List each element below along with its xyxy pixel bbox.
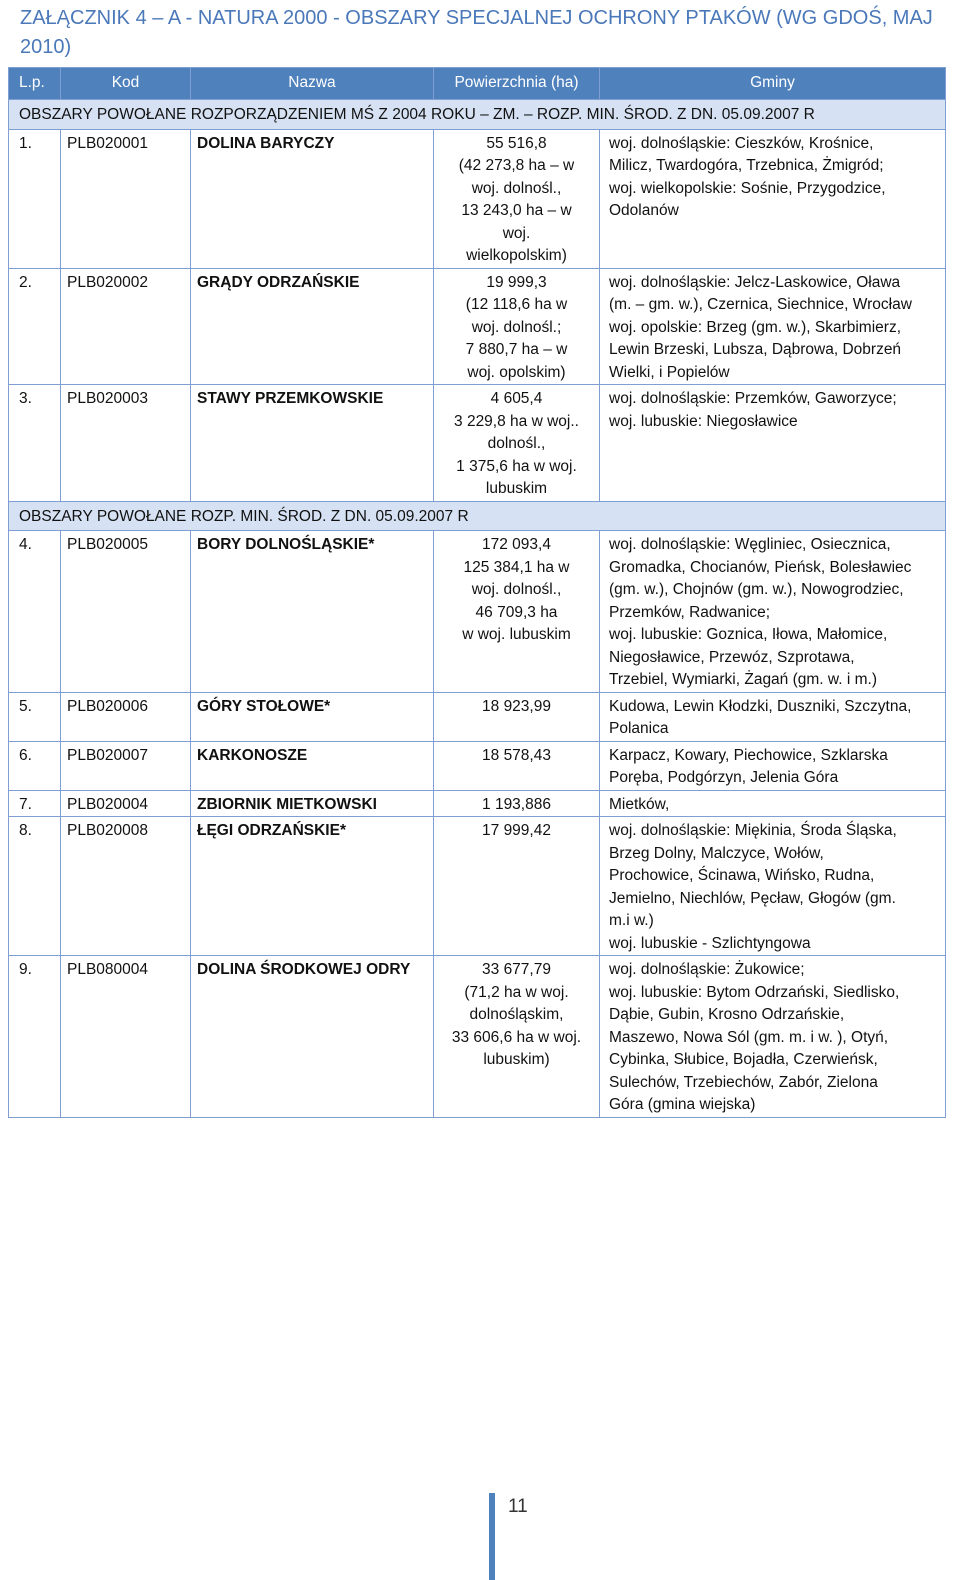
row-nazwa: STAWY PRZEMKOWSKIE	[191, 385, 434, 502]
row-nazwa: ZBIORNIK MIETKOWSKI	[191, 790, 434, 817]
area-line: 1 375,6 ha w woj.	[456, 457, 577, 475]
gminy-line: Mietków,	[609, 795, 670, 813]
area-line: 17 999,42	[482, 822, 551, 839]
header-lp: L.p.	[9, 68, 61, 100]
header-nazwa: Nazwa	[191, 68, 434, 100]
gminy-line: woj. wielkopolskie: Sośnie, Przygodzice,	[609, 179, 886, 197]
gminy-line: woj. dolnośląskie: Miękinia, Środa Śląska,	[609, 822, 897, 839]
gminy-line: Dąbie, Gubin, Krosno Odrzańskie,	[609, 1006, 845, 1023]
gminy-line: Kudowa, Lewin Kłodzki, Duszniki, Szczytna,	[609, 697, 912, 715]
document-title: ZAŁĄCZNIK 4 – A - NATURA 2000 - OBSZARY SPECJALNEJ OCHRONY PTAKÓW (WG GDOŚ, MAJ 2010)	[20, 7, 933, 58]
gminy-line: woj. dolnośląskie: Żukowice;	[609, 961, 805, 978]
gminy-line: woj. lubuskie: Niegosławice	[609, 412, 798, 430]
row-lp: 7.	[9, 790, 61, 817]
area-line: 18 923,99	[482, 697, 551, 715]
area-line: 4 605,4	[490, 390, 543, 407]
gminy-line: m.i w.)	[609, 912, 654, 929]
section-title: OBSZARY POWOŁANE ROZP. MIN. ŚROD. Z DN. 05.09.2007 R	[9, 501, 946, 531]
gminy-line: Prochowice, Ścinawa, Wińsko, Rudna,	[609, 867, 875, 884]
row-kod: PLB020005	[61, 531, 191, 693]
row-lp: 1.	[9, 129, 61, 268]
area-line: woj. opolskim)	[467, 363, 566, 381]
table-row	[9, 129, 946, 268]
header-powierzchnia: Powierzchnia (ha)	[434, 68, 600, 100]
row-gminy	[600, 956, 946, 1118]
gminy-line: Gromadka, Chocianów, Pieńsk, Bolesławiec	[609, 558, 912, 576]
gminy-line: woj. opolskie: Brzeg (gm. w.), Skarbimierz,	[609, 318, 902, 336]
row-powierzchnia	[434, 531, 600, 693]
gminy-line: Milicz, Twardogóra, Trzebnica, Żmigród;	[609, 157, 884, 174]
gminy-line: Lewin Brzeski, Lubsza, Dąbrowa, Dobrzeń	[609, 341, 902, 358]
gminy-line: woj. lubuskie: Bytom Odrzański, Siedlisko,	[609, 983, 900, 1001]
row-kod: PLB020006	[61, 692, 191, 741]
gminy-line: woj. lubuskie - Szlichtyngowa	[609, 934, 811, 952]
area-line: (71,2 ha w woj.	[464, 983, 569, 1001]
gminy-line: Przemków, Radwanice;	[609, 603, 771, 621]
area-line: 3 229,8 ha w woj..	[454, 412, 579, 430]
section-row	[9, 501, 946, 531]
area-line: 55 516,8	[486, 134, 547, 152]
area-line: 18 578,43	[482, 746, 551, 764]
row-gminy	[600, 531, 946, 693]
row-kod: PLB080004	[61, 956, 191, 1118]
natura-2000-table	[8, 67, 946, 1118]
table-header-row	[9, 68, 946, 100]
area-line: dolnośl.,	[487, 435, 546, 452]
row-nazwa: GRĄDY ODRZAŃSKIE	[191, 268, 434, 385]
area-line: 7 880,7 ha – w	[465, 341, 568, 358]
area-line: lubuskim)	[483, 1051, 550, 1068]
row-gminy	[600, 692, 946, 741]
row-lp: 9.	[9, 956, 61, 1118]
row-kod: PLB020003	[61, 385, 191, 502]
area-line: woj.	[502, 224, 531, 242]
row-powierzchnia	[434, 692, 600, 741]
table-row	[9, 741, 946, 790]
gminy-line: Niegosławice, Przewóz, Szprotawa,	[609, 648, 855, 666]
header-kod: Kod	[61, 68, 191, 100]
gminy-line: Sulechów, Trzebiechów, Zabór, Zielona	[609, 1073, 878, 1091]
gminy-line: woj. lubuskie: Goznica, Iłowa, Małomice,	[609, 626, 888, 643]
row-powierzchnia	[434, 268, 600, 385]
row-nazwa: KARKONOSZE	[191, 741, 434, 790]
page-number-bar	[489, 1493, 495, 1580]
table-row	[9, 817, 946, 956]
area-line: woj. dolnośl.;	[471, 318, 562, 336]
row-nazwa: GÓRY STOŁOWE*	[191, 692, 434, 741]
page-number: 11	[508, 1496, 528, 1517]
gminy-line: Maszewo, Nowa Sól (gm. m. i w. ), Otyń,	[609, 1028, 889, 1046]
table-row	[9, 956, 946, 1118]
gminy-line: Brzeg Dolny, Malczyce, Wołów,	[609, 844, 824, 862]
area-line: dolnośląskim,	[469, 1006, 564, 1023]
area-line: woj. dolnośl.,	[471, 179, 562, 197]
header-gminy: Gminy	[600, 68, 946, 100]
row-lp: 2.	[9, 268, 61, 385]
row-nazwa: DOLINA ŚRODKOWEJ ODRY	[191, 956, 434, 1118]
row-powierzchnia	[434, 129, 600, 268]
gminy-line: (m. – gm. w.), Czernica, Siechnice, Wrocław	[609, 296, 912, 313]
row-powierzchnia	[434, 741, 600, 790]
row-kod: PLB020007	[61, 741, 191, 790]
row-lp: 3.	[9, 385, 61, 502]
row-gminy	[600, 268, 946, 385]
gminy-line: Jemielno, Niechlów, Pęcław, Głogów (gm.	[609, 889, 896, 907]
area-line: (42 273,8 ha – w	[458, 157, 575, 174]
gminy-line: Odolanów	[609, 202, 679, 219]
row-lp: 5.	[9, 692, 61, 741]
row-kod: PLB020002	[61, 268, 191, 385]
row-gminy	[600, 790, 946, 817]
table-row	[9, 385, 946, 502]
gminy-line: woj. dolnośląskie: Węgliniec, Osiecznica,	[609, 536, 891, 553]
row-kod: PLB020001	[61, 129, 191, 268]
row-nazwa: DOLINA BARYCZY	[191, 129, 434, 268]
table-body	[9, 100, 946, 1118]
row-lp: 4.	[9, 531, 61, 693]
area-line: 33 606,6 ha w woj.	[451, 1028, 582, 1046]
area-line: woj. dolnośl.,	[471, 581, 562, 598]
gminy-line: Góra (gmina wiejska)	[609, 1096, 756, 1113]
gminy-line: woj. dolnośląskie: Jelcz-Laskowice, Oława	[609, 273, 901, 291]
gminy-line: Wielki, i Popielów	[609, 363, 730, 381]
row-gminy	[600, 129, 946, 268]
area-line: 19 999,3	[486, 273, 547, 291]
row-nazwa: BORY DOLNOŚLĄSKIE*	[191, 531, 434, 693]
gminy-line: woj. dolnośląskie: Przemków, Gaworzyce;	[609, 390, 897, 407]
table-row	[9, 790, 946, 817]
area-line: 46 709,3 ha	[475, 603, 558, 621]
table-row	[9, 531, 946, 693]
gminy-line: Cybinka, Słubice, Bojadła, Czerwieńsk,	[609, 1051, 878, 1068]
area-line: 33 677,79	[482, 961, 551, 978]
area-line: lubuskim	[485, 480, 548, 497]
area-line: w woj. lubuskim	[462, 626, 571, 643]
row-lp: 6.	[9, 741, 61, 790]
table-row	[9, 268, 946, 385]
row-kod: PLB020004	[61, 790, 191, 817]
gminy-line: Polanica	[609, 720, 669, 737]
row-powierzchnia	[434, 790, 600, 817]
area-line: 172 093,4	[482, 536, 551, 553]
section-row	[9, 100, 946, 130]
area-line: wielkopolskim)	[466, 247, 567, 264]
row-kod: PLB020008	[61, 817, 191, 956]
gminy-line: (gm. w.), Chojnów (gm. w.), Nowogrodziec,	[609, 581, 904, 598]
row-nazwa: ŁĘGI ODRZAŃSKIE*	[191, 817, 434, 956]
row-gminy	[600, 817, 946, 956]
table-row	[9, 692, 946, 741]
row-gminy	[600, 385, 946, 502]
section-title: OBSZARY POWOŁANE ROZPORZĄDZENIEM MŚ Z 2004 ROKU – ZM. – ROZP. MIN. ŚROD. Z DN. 05.09.2007 R	[9, 100, 946, 130]
area-line: (12 118,6 ha w	[465, 296, 568, 313]
area-line: 1 193,886	[482, 795, 551, 813]
row-powierzchnia	[434, 817, 600, 956]
area-line: 13 243,0 ha – w	[461, 202, 572, 219]
gminy-line: Karpacz, Kowary, Piechowice, Szklarska	[609, 746, 888, 764]
row-lp: 8.	[9, 817, 61, 956]
row-powierzchnia	[434, 385, 600, 502]
gminy-line: woj. dolnośląskie: Cieszków, Krośnice,	[609, 134, 874, 152]
row-powierzchnia	[434, 956, 600, 1118]
area-line: 125 384,1 ha w	[463, 558, 570, 576]
gminy-line: Trzebiel, Wymiarki, Żagań (gm. w. i m.)	[609, 671, 877, 688]
row-gminy	[600, 741, 946, 790]
gminy-line: Poręba, Podgórzyn, Jelenia Góra	[609, 769, 839, 786]
